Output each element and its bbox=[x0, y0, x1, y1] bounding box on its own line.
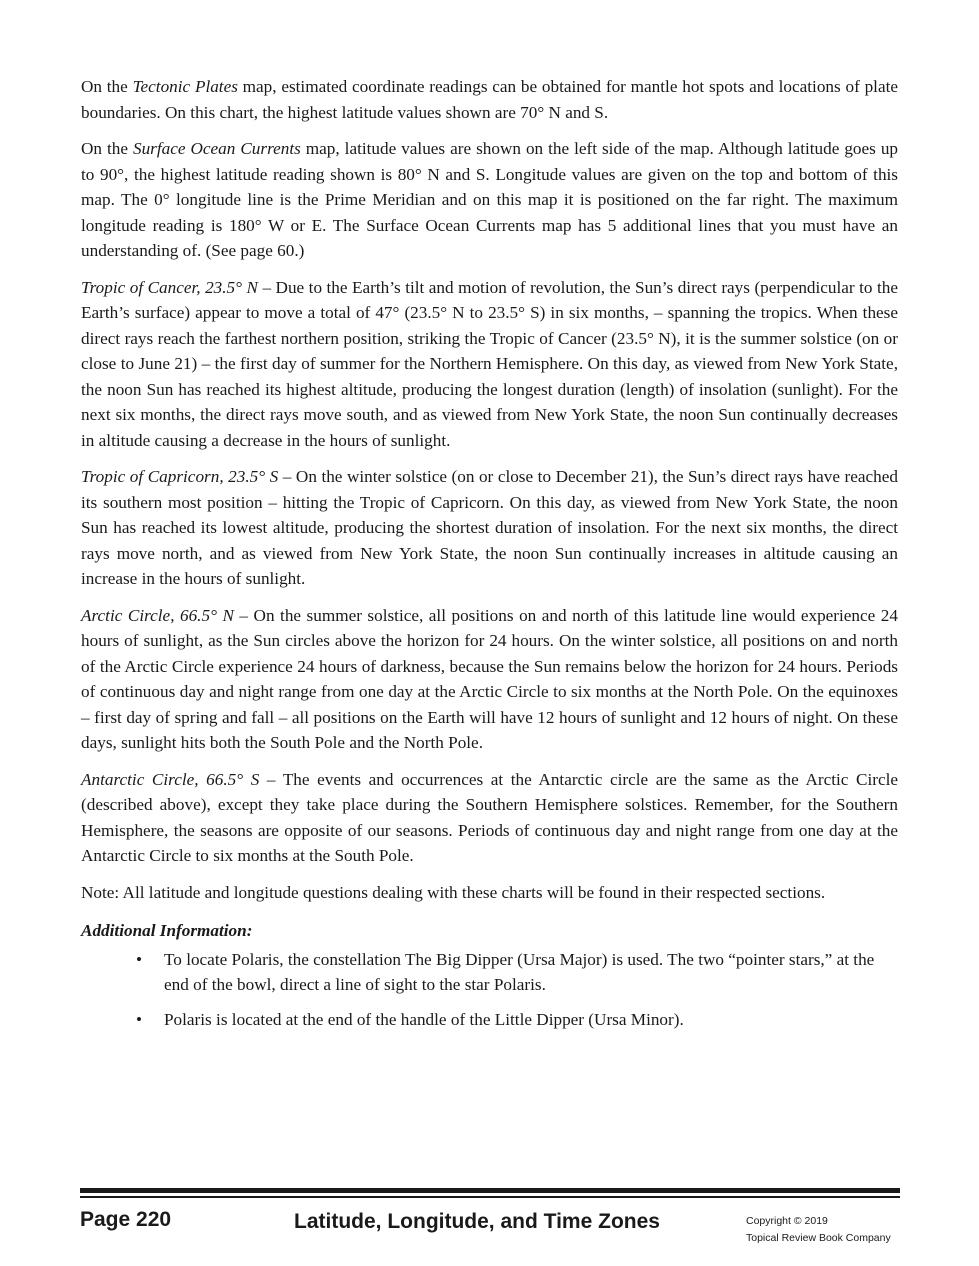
note-paragraph: Note: All latitude and longitude questions dealing with these charts will be found in their respected sections. bbox=[81, 882, 826, 902]
bullet-icon: • bbox=[136, 949, 143, 969]
paragraph-tectonic-plates bbox=[81, 74, 898, 125]
list-item-text: To locate Polaris, the constellation The Big Dipper (Ursa Major) is used. The two “pointer stars,” at the end of the bowl, direct a line of sight to the star Polaris. bbox=[164, 949, 875, 994]
paragraph-arctic-circle bbox=[81, 603, 898, 756]
paragraph-term: Arctic Circle, 66.5° N bbox=[81, 605, 234, 625]
paragraph-body: – The events and occurrences at the Antarctic circle are the same as the Arctic Circle (described above), except they take place during the Southern Hemisphere solstices. Remember, for the Southern Hemisphere, the seasons are opposite of our seasons. Periods of continuous day and night range from one day at the Antarctic Circle to six months at the South Pole. bbox=[81, 769, 898, 865]
paragraph-body: – Due to the Earth’s tilt and motion of revolution, the Sun’s direct rays (perpendicular to the Earth’s surface) appear to move a total of 47° (23.5° N to 23.5° S) in six months, – spanning the tropics. When these direct rays reach the farthest northern position, striking the Tropic of Cancer (23.5° N), it is the summer solstice (on or close to June 21) – the first day of summer for the Northern Hemisphere. On this day, as viewed from New York State, the noon Sun has reached its highest altitude, producing the longest duration (length) of insolation (sunlight). For the next six months, the direct rays move south, and as viewed from New York State, the noon Sun continually decreases in altitude causing a decrease in the hours of sunlight. bbox=[81, 277, 898, 450]
paragraph-antarctic-circle bbox=[81, 767, 898, 869]
paragraph-term: Tectonic Plates bbox=[132, 77, 238, 96]
bullet-icon: • bbox=[136, 1009, 143, 1029]
footer-page-number: Page 220 bbox=[80, 1208, 172, 1231]
paragraph-tropic-of-capricorn bbox=[81, 464, 898, 592]
footer-copyright bbox=[746, 1213, 891, 1247]
footer-rule-thin bbox=[80, 1196, 900, 1198]
additional-information-list bbox=[81, 947, 898, 1033]
paragraph-body: – On the summer solstice, all positions on and north of this latitude line would experience 24 hours of sunlight, as the Sun circles above the horizon for 24 hours. On the winter solstice, all positions on and north of the Arctic Circle experience 24 hours of darkness, because the Sun remains below the horizon for 24 hours. Periods of continuous day and night range from one day at the Arctic Circle to six months at the North Pole. On the equinoxes – first day of spring and fall – all positions on the Earth will have 12 hours of sunlight and 12 hours of night. On these days, sunlight hits both the South Pole and the North Pole. bbox=[81, 605, 898, 752]
paragraph-lead: On the bbox=[81, 139, 133, 158]
list-item bbox=[81, 947, 898, 998]
paragraph-term: Antarctic Circle, 66.5° S bbox=[81, 769, 260, 789]
paragraph-term: Tropic of Capricorn, 23.5° S bbox=[81, 467, 279, 486]
page-content bbox=[81, 74, 898, 1041]
paragraph-tropic-of-cancer bbox=[81, 275, 898, 454]
paragraph-term: Surface Ocean Currents bbox=[132, 139, 301, 158]
paragraph-lead: On the bbox=[81, 77, 133, 96]
paragraph-term: Tropic of Cancer, 23.5° N bbox=[81, 277, 258, 297]
paragraph-body: – On the winter solstice (on or close to December 21), the Sun’s direct rays have reached its southern most position – hitting the Tropic of Capricorn. On this day, as viewed from New York State, the noon Sun has reached its lowest altitude, producing the shortest duration of insolation. For the next six months, the direct rays move north, and as viewed from New York State, the noon Sun continually increases in altitude causing an increase in the hours of sunlight. bbox=[81, 467, 898, 588]
footer-rule-thick bbox=[80, 1188, 900, 1193]
list-item bbox=[81, 1007, 898, 1033]
publisher-line: Topical Review Book Company bbox=[746, 1232, 891, 1244]
list-item-text: Polaris is located at the end of the handle of the Little Dipper (Ursa Minor). bbox=[164, 1009, 684, 1029]
paragraph-body: map, latitude values are shown on the left side of the map. Although latitude goes up to 90°, the highest latitude reading shown is 80° N and S. Longitude values are given on the top and bottom of this map. The 0° longitude line is the Prime Meridian and on this map it is positioned on the far right. The maximum longitude reading is 180° W or E. The Surface Ocean Currents map has 5 additional lines that you must have an understanding of. (See page 60.) bbox=[81, 139, 899, 260]
paragraph-surface-ocean-currents bbox=[81, 136, 898, 264]
paragraph-body: map, estimated coordinate readings can be obtained for mantle hot spots and locations of plate boundaries. On this chart, the highest latitude values shown are 70° N and S. bbox=[81, 77, 898, 122]
copyright-line: Copyright © 2019 bbox=[746, 1215, 828, 1227]
additional-information-heading: Additional Information: bbox=[81, 921, 253, 940]
footer-chapter-title: Latitude, Longitude, and Time Zones bbox=[294, 1210, 660, 1233]
